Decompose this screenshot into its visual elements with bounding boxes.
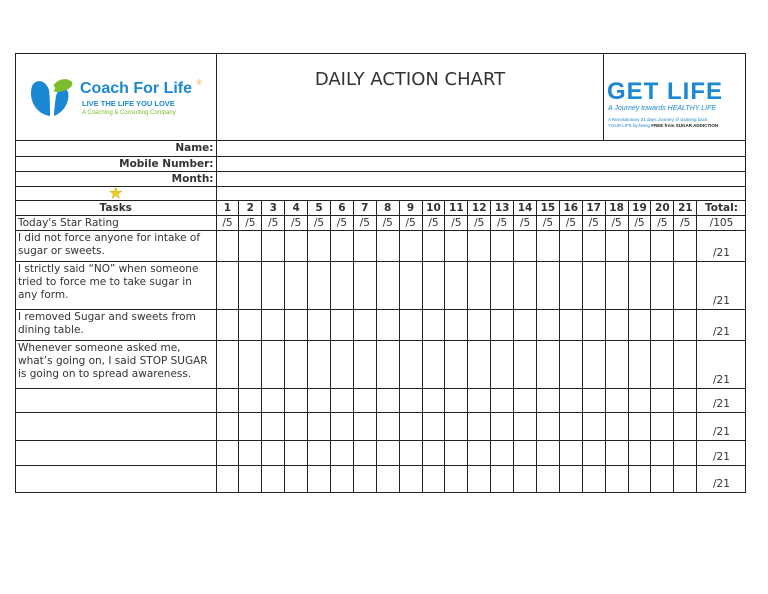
task-day-cell[interactable] [536,412,559,440]
task-day-cell[interactable] [514,340,537,388]
rating-cell[interactable]: /5 [262,215,285,230]
task-day-cell[interactable] [559,309,582,340]
task-text: I did not force anyone for intake of sugar or sweets. [16,230,216,261]
task-day-cell[interactable] [353,388,376,412]
task-total: /21 [697,465,746,492]
rating-cell[interactable]: /5 [559,215,582,230]
task-day-cell[interactable] [422,388,445,412]
task-day-cell[interactable] [399,340,422,388]
brand-subtitle: A Coaching & Consulting Company [82,110,176,116]
task-day-cell[interactable] [308,388,331,412]
star-row-blank [216,186,746,200]
task-day-cell[interactable] [330,412,353,440]
task-day-cell[interactable] [353,412,376,440]
task-day-cell[interactable] [491,440,514,465]
task-day-cell[interactable] [239,412,262,440]
task-text: I strictly said “NO” when someone tried to force me to take sugar in any form. [16,261,216,309]
task-text: I removed Sugar and sweets from dining table. [16,309,216,340]
task-day-cell[interactable] [308,309,331,340]
task-day-cell[interactable] [422,340,445,388]
rating-cell[interactable]: /5 [376,215,399,230]
task-day-cell[interactable] [399,261,422,309]
star-rating-row [16,215,746,230]
task-day-cell[interactable] [514,388,537,412]
task-day-cell[interactable] [628,340,651,388]
month-row [16,171,746,186]
task-day-cell[interactable] [308,230,331,261]
task-day-cell[interactable] [674,340,697,388]
task-day-cell[interactable] [216,230,239,261]
task-day-cell[interactable] [376,465,399,492]
day-header: 11 [445,200,468,215]
task-day-cell[interactable] [330,230,353,261]
task-day-cell[interactable] [285,388,308,412]
task-day-cell[interactable] [262,465,285,492]
rating-cell[interactable]: /5 [605,215,628,230]
rating-cell[interactable]: /5 [330,215,353,230]
task-day-cell[interactable] [582,388,605,412]
get-life-title: GET LIFE [607,78,723,105]
task-day-cell[interactable] [651,440,674,465]
name-label: Name: [16,141,216,156]
task-text [16,412,216,440]
task-day-cell[interactable] [308,340,331,388]
task-row [16,440,746,465]
rating-cell[interactable]: /5 [285,215,308,230]
task-day-cell[interactable] [628,261,651,309]
task-day-cell[interactable] [353,309,376,340]
task-day-cell[interactable] [559,440,582,465]
task-day-cell[interactable] [376,309,399,340]
task-day-cell[interactable] [674,465,697,492]
task-day-cell[interactable] [674,440,697,465]
task-day-cell[interactable] [445,465,468,492]
task-day-cell[interactable] [445,309,468,340]
task-day-cell[interactable] [285,261,308,309]
task-day-cell[interactable] [514,440,537,465]
task-day-cell[interactable] [353,440,376,465]
task-day-cell[interactable] [422,261,445,309]
task-day-cell[interactable] [376,230,399,261]
day-header: 21 [674,200,697,215]
task-day-cell[interactable] [376,412,399,440]
task-day-cell[interactable] [239,261,262,309]
brand-name: Coach For Life ® [80,80,202,97]
task-day-cell[interactable] [239,465,262,492]
rating-cell[interactable]: /5 [514,215,537,230]
task-day-cell[interactable] [445,340,468,388]
task-row [16,412,746,440]
task-day-cell[interactable] [468,230,491,261]
task-day-cell[interactable] [445,412,468,440]
task-day-cell[interactable] [582,440,605,465]
task-day-cell[interactable] [239,388,262,412]
brand-tagline: LIVE THE LIFE YOU LOVE [82,99,175,108]
rating-cell[interactable]: /5 [216,215,239,230]
butterfly-logo-icon [28,76,76,122]
task-day-cell[interactable] [605,465,628,492]
task-day-cell[interactable] [308,412,331,440]
task-day-cell[interactable] [216,440,239,465]
task-day-cell[interactable] [605,340,628,388]
day-header: 16 [559,200,582,215]
table-header-row [16,200,746,215]
task-row [16,261,746,309]
task-day-cell[interactable] [559,465,582,492]
task-day-cell[interactable] [330,340,353,388]
task-day-cell[interactable] [445,388,468,412]
task-day-cell[interactable] [308,440,331,465]
task-row [16,230,746,261]
task-day-cell[interactable] [674,230,697,261]
task-day-cell[interactable] [582,261,605,309]
task-row [16,465,746,492]
task-day-cell[interactable] [330,465,353,492]
task-day-cell[interactable] [559,388,582,412]
task-day-cell[interactable] [491,388,514,412]
task-day-cell[interactable] [376,261,399,309]
task-day-cell[interactable] [216,465,239,492]
task-row [16,340,746,388]
chart-header [16,54,745,141]
get-life-tagline: A Journey towards HEALTHY LIFE [608,105,717,112]
task-day-cell[interactable] [376,440,399,465]
task-day-cell[interactable] [422,412,445,440]
task-day-cell[interactable] [514,261,537,309]
day-header: 9 [399,200,422,215]
coach-for-life-logo [16,54,217,140]
task-day-cell[interactable] [536,230,559,261]
task-day-cell[interactable] [330,388,353,412]
task-day-cell[interactable] [491,309,514,340]
task-day-cell[interactable] [308,465,331,492]
day-header: 20 [651,200,674,215]
tasks-header: Tasks [16,200,216,215]
task-day-cell[interactable] [674,309,697,340]
day-header: 12 [468,200,491,215]
task-day-cell[interactable] [285,412,308,440]
page-title: DAILY ACTION CHART [217,54,604,140]
task-day-cell[interactable] [468,340,491,388]
day-header: 15 [536,200,559,215]
task-day-cell[interactable] [628,465,651,492]
rating-total: /105 [697,215,746,230]
action-table [16,141,746,492]
task-day-cell[interactable] [262,340,285,388]
task-day-cell[interactable] [468,465,491,492]
task-day-cell[interactable] [330,261,353,309]
task-day-cell[interactable] [605,440,628,465]
task-day-cell[interactable] [582,340,605,388]
task-total: /21 [697,412,746,440]
task-day-cell[interactable] [308,261,331,309]
star-rating-label: Today's Star Rating [16,215,216,230]
task-day-cell[interactable] [559,230,582,261]
day-header: 13 [491,200,514,215]
task-day-cell[interactable] [674,388,697,412]
task-day-cell[interactable] [605,230,628,261]
rating-cell[interactable]: /5 [582,215,605,230]
task-day-cell[interactable] [285,309,308,340]
task-day-cell[interactable] [559,340,582,388]
month-label: Month: [16,171,216,186]
task-day-cell[interactable] [399,465,422,492]
daily-action-chart [15,53,746,493]
task-day-cell[interactable] [330,309,353,340]
task-day-cell[interactable] [605,388,628,412]
day-header: 4 [285,200,308,215]
task-day-cell[interactable] [536,388,559,412]
task-day-cell[interactable] [651,412,674,440]
task-total: /21 [697,340,746,388]
task-day-cell[interactable] [628,309,651,340]
task-day-cell[interactable] [536,465,559,492]
task-row [16,309,746,340]
task-day-cell[interactable] [422,440,445,465]
task-day-cell[interactable] [651,388,674,412]
task-day-cell[interactable] [330,440,353,465]
get-life-logo [604,54,745,140]
task-day-cell[interactable] [216,412,239,440]
task-day-cell[interactable] [514,309,537,340]
day-header: 7 [353,200,376,215]
task-day-cell[interactable] [468,388,491,412]
day-header: 6 [330,200,353,215]
task-day-cell[interactable] [536,261,559,309]
task-day-cell[interactable] [353,261,376,309]
task-day-cell[interactable] [491,465,514,492]
task-day-cell[interactable] [262,230,285,261]
rating-cell[interactable]: /5 [651,215,674,230]
task-day-cell[interactable] [216,388,239,412]
task-day-cell[interactable] [605,261,628,309]
task-day-cell[interactable] [262,261,285,309]
task-day-cell[interactable] [468,261,491,309]
task-day-cell[interactable] [582,412,605,440]
task-day-cell[interactable] [216,261,239,309]
task-day-cell[interactable] [559,261,582,309]
task-day-cell[interactable] [239,440,262,465]
get-life-note: A Revolutionary 21 days Journey of claiming back YOUR LIFE by being FREE from SUGAR ADDICTION [608,117,719,128]
task-day-cell[interactable] [376,340,399,388]
task-day-cell[interactable] [216,340,239,388]
task-day-cell[interactable] [514,465,537,492]
task-day-cell[interactable] [536,340,559,388]
task-day-cell[interactable] [491,412,514,440]
task-day-cell[interactable] [514,230,537,261]
task-day-cell[interactable] [651,261,674,309]
rating-cell[interactable]: /5 [239,215,262,230]
task-day-cell[interactable] [468,309,491,340]
day-header: 3 [262,200,285,215]
task-text: Whenever someone asked me, what’s going on, I said STOP SUGAR is going on to spread awareness. [16,340,216,388]
day-header: 14 [514,200,537,215]
task-day-cell[interactable] [422,465,445,492]
task-total: /21 [697,309,746,340]
day-header: 18 [605,200,628,215]
rating-cell[interactable]: /5 [468,215,491,230]
task-day-cell[interactable] [422,230,445,261]
task-day-cell[interactable] [491,261,514,309]
task-day-cell[interactable] [262,440,285,465]
task-day-cell[interactable] [628,388,651,412]
task-day-cell[interactable] [605,412,628,440]
day-header: 1 [216,200,239,215]
task-day-cell[interactable] [376,388,399,412]
task-day-cell[interactable] [353,230,376,261]
rating-cell[interactable]: /5 [491,215,514,230]
task-day-cell[interactable] [674,412,697,440]
task-day-cell[interactable] [491,340,514,388]
rating-cell[interactable]: /5 [422,215,445,230]
day-header: 8 [376,200,399,215]
task-text [16,465,216,492]
rating-cell[interactable]: /5 [399,215,422,230]
task-day-cell[interactable] [514,412,537,440]
task-day-cell[interactable] [536,440,559,465]
task-day-cell[interactable] [674,261,697,309]
task-day-cell[interactable] [239,309,262,340]
task-text [16,388,216,412]
day-header: 10 [422,200,445,215]
day-header: 17 [582,200,605,215]
task-total: /21 [697,261,746,309]
rating-cell[interactable]: /5 [353,215,376,230]
name-field[interactable] [216,141,746,156]
task-day-cell[interactable] [353,465,376,492]
task-day-cell[interactable] [445,230,468,261]
task-day-cell[interactable] [239,230,262,261]
task-day-cell[interactable] [399,412,422,440]
task-day-cell[interactable] [559,412,582,440]
task-day-cell[interactable] [582,309,605,340]
mobile-number-field[interactable] [216,156,746,171]
task-day-cell[interactable] [628,412,651,440]
total-header: Total: [697,200,746,215]
day-header: 5 [308,200,331,215]
task-day-cell[interactable] [628,440,651,465]
rating-cell[interactable]: /5 [445,215,468,230]
rating-cell[interactable]: /5 [674,215,697,230]
task-day-cell[interactable] [399,230,422,261]
task-day-cell[interactable] [468,412,491,440]
task-day-cell[interactable] [399,309,422,340]
task-day-cell[interactable] [353,340,376,388]
task-total: /21 [697,440,746,465]
task-day-cell[interactable] [445,261,468,309]
task-day-cell[interactable] [582,230,605,261]
task-row [16,388,746,412]
star-icon: ★ [16,186,216,200]
task-day-cell[interactable] [399,440,422,465]
task-day-cell[interactable] [422,309,445,340]
task-day-cell[interactable] [582,465,605,492]
rating-cell[interactable]: /5 [536,215,559,230]
task-day-cell[interactable] [468,440,491,465]
task-text [16,440,216,465]
name-row [16,141,746,156]
rating-cell[interactable]: /5 [628,215,651,230]
task-day-cell[interactable] [605,309,628,340]
task-day-cell[interactable] [651,230,674,261]
day-header: 2 [239,200,262,215]
task-total: /21 [697,388,746,412]
task-day-cell[interactable] [216,309,239,340]
day-header: 19 [628,200,651,215]
task-day-cell[interactable] [491,230,514,261]
task-day-cell[interactable] [651,309,674,340]
star-row [16,186,746,200]
task-day-cell[interactable] [262,412,285,440]
task-day-cell[interactable] [399,388,422,412]
task-day-cell[interactable] [239,340,262,388]
task-total: /21 [697,230,746,261]
task-day-cell[interactable] [536,309,559,340]
task-day-cell[interactable] [445,440,468,465]
month-field[interactable] [216,171,746,186]
task-day-cell[interactable] [651,465,674,492]
task-day-cell[interactable] [285,465,308,492]
rating-cell[interactable]: /5 [308,215,331,230]
task-day-cell[interactable] [651,340,674,388]
task-day-cell[interactable] [262,309,285,340]
mobile-number-label: Mobile Number: [16,156,216,171]
task-day-cell[interactable] [285,340,308,388]
task-day-cell[interactable] [285,440,308,465]
mobile-row [16,156,746,171]
task-day-cell[interactable] [628,230,651,261]
task-day-cell[interactable] [262,388,285,412]
task-day-cell[interactable] [285,230,308,261]
